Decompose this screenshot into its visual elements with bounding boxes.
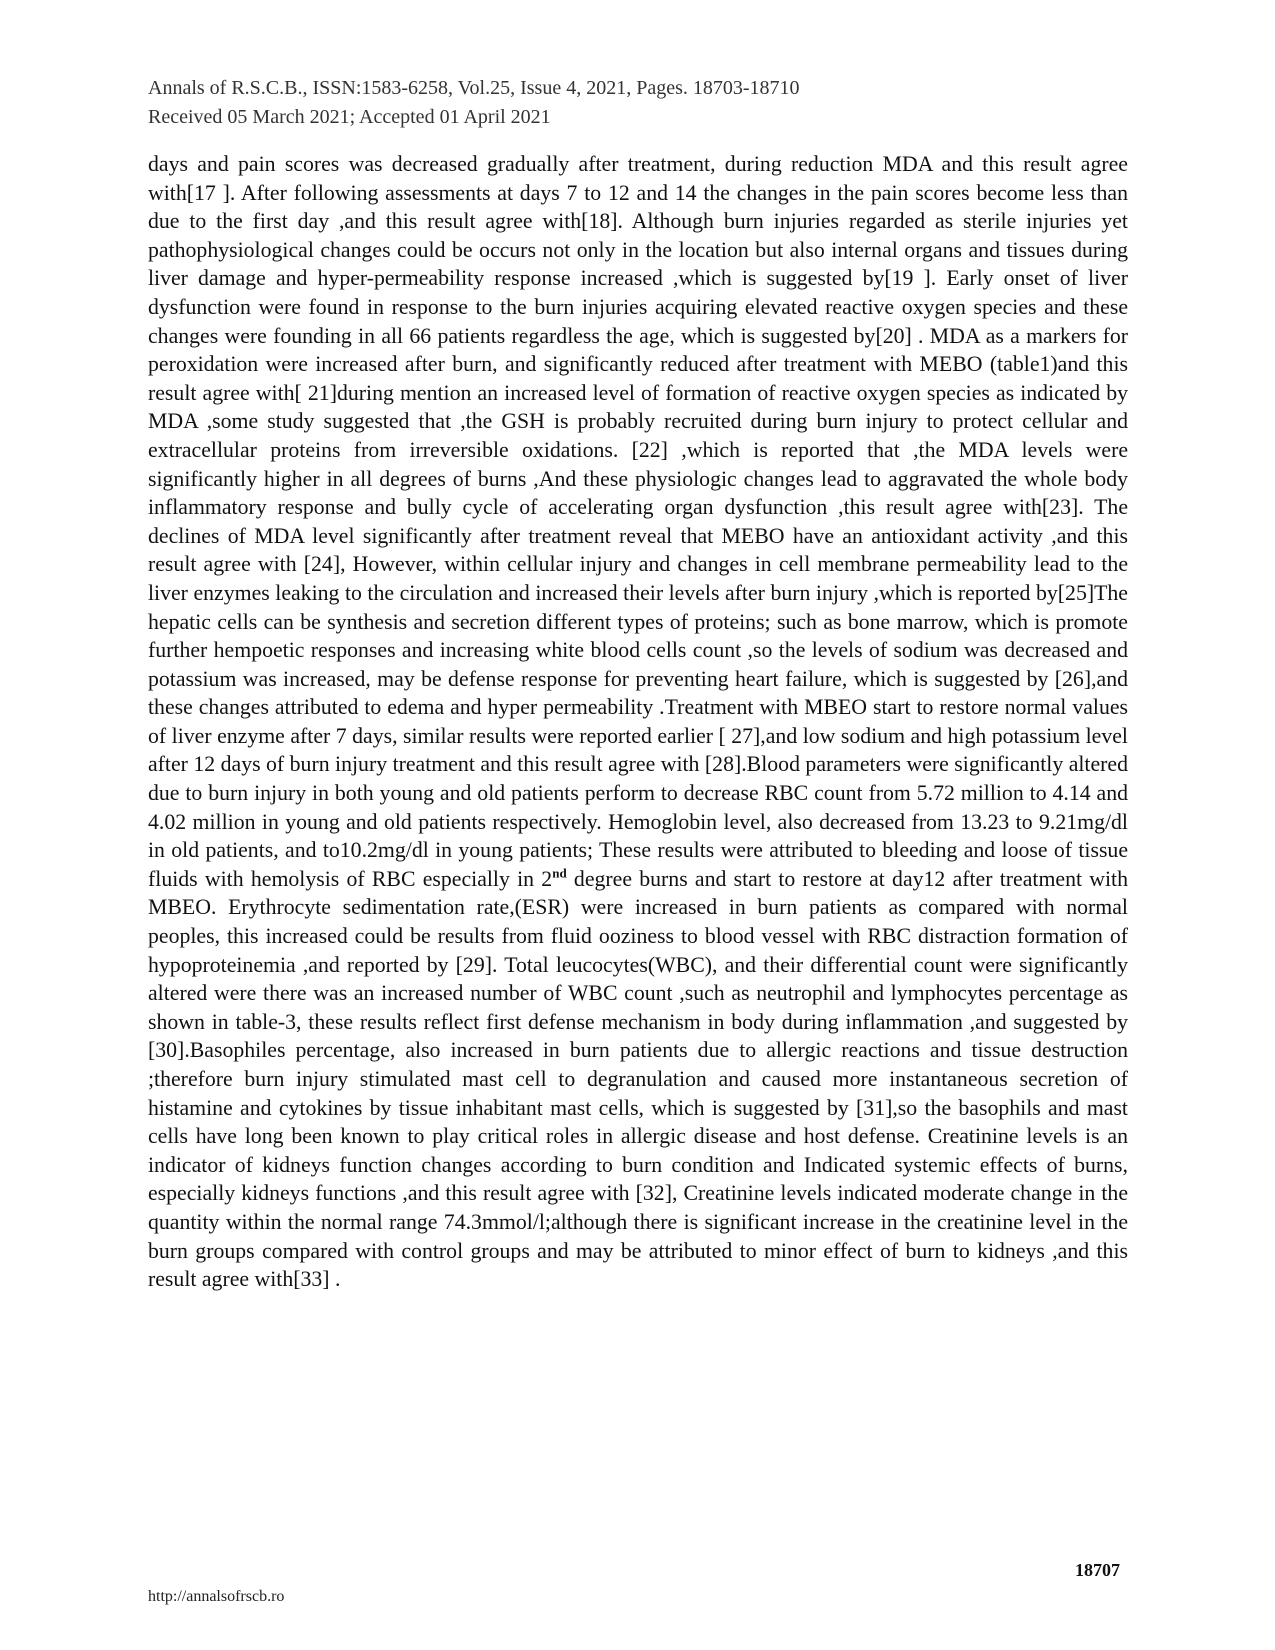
body-text-part-2: degree burns and start to restore at day12 after treatment with MBEO. Erythrocyte sedimentation rate,(ESR) were increased in burn patients as compared with normal peoples, this increased could be results from fluid ooziness to blood vessel with RBC distraction formation of hypoproteinemia ,and reported by [29]. Total leucocytes(WBC), and their differential count were significantly altered were there was an increased number of WBC count ,such as neutrophil and lymphocytes percentage as shown in table-3, these results reflect first defense mechanism in body during inflammation ,and suggested by [30].Basophiles percentage, also increased in burn patients due to allergic reactions and tissue destruction ;therefore burn injury stimulated mast cell to degranulation and caused more instantaneous secretion of histamine and cytokines by tissue inhabitant mast cells, which is suggested by [31],so the basophils and mast cells have long been known to play critical roles in allergic disease and host defense. Creatinine levels is an indicator of kidneys function changes according to burn condition and Indicated systemic effects of burns, especially kidneys functions ,and this result agree with [32], Creatinine levels indicated moderate change in the quantity within the normal range 74.3mmol/l;although there is significant increase in the creatinine level in the burn groups compared with control groups and may be attributed to minor effect of burn to kidneys ,and this result agree with[33] .: [148, 866, 1129, 1292]
journal-header: [148, 74, 1128, 132]
received-accepted-line: Received 05 March 2021; Accepted 01 April 2021: [148, 106, 551, 128]
body-paragraph: [148, 150, 1128, 1294]
footer-url: http://annalsofrscb.ro: [148, 1588, 285, 1605]
page-number: 18707: [1075, 1560, 1120, 1580]
journal-citation-line: Annals of R.S.C.B., ISSN:1583-6258, Vol.25, Issue 4, 2021, Pages. 18703-18710: [148, 77, 800, 99]
ordinal-superscript: nd: [552, 865, 567, 881]
body-text-part-1: days and pain scores was decreased gradually after treatment, during reduction MDA and this result agree with[17 ]. After following assessments at days 7 to 12 and 14 the changes in the pain scores become less than due to the first day ,and this result agree with[18]. Although burn injuries regarded as sterile injuries yet pathophysiological changes could be occurs not only in the location but also internal organs and tissues during liver damage and hyper-permeability response increased ,which is suggested by[19 ]. Early onset of liver dysfunction were found in response to the burn injuries acquiring elevated reactive oxygen species and these changes were founding in all 66 patients regardless the age, which is suggested by[20] . MDA as a markers for peroxidation were increased after burn, and significantly reduced after treatment with MEBO (table1)and this result agree with[ 21]during mention an increased level of formation of reactive oxygen species as indicated by MDA ,some study suggested that ,the GSH is probably recruited during burn injury to protect cellular and extracellular proteins from irreversible oxidations. [22] ,which is reported that ,the MDA levels were significantly higher in all degrees of burns ,And these physiologic changes lead to aggravated the whole body inflammatory response and bully cycle of accelerating organ dysfunction ,this result agree with[23]. The declines of MDA level significantly after treatment reveal that MEBO have an antioxidant activity ,and this result agree with [24], However, within cellular injury and changes in cell membrane permeability lead to the liver enzymes leaking to the circulation and increased their levels after burn injury ,which is reported by[25]The hepatic cells can be synthesis and secretion different types of proteins; such as bone marrow, which is promote further hempoetic responses and increasing white blood cells count ,so the levels of sodium was decreased and potassium was increased, may be defense response for preventing heart failure, which is suggested by [26],and these changes attributed to edema and hyper permeability .Treatment with MBEO start to restore normal values of liver enzyme after 7 days, similar results were reported earlier [ 27],and low sodium and high potassium level after 12 days of burn injury treatment and this result agree with [28].Blood parameters were significantly altered due to burn injury in both young and old patients perform to decrease RBC count from 5.72 million to 4.14 and 4.02 million in young and old patients respectively. Hemoglobin level, also decreased from 13.23 to 9.21mg/dl in old patients, and to10.2mg/dl in young patients; These results were attributed to bleeding and loose of tissue fluids with hemolysis of RBC especially in 2: [148, 152, 1128, 891]
